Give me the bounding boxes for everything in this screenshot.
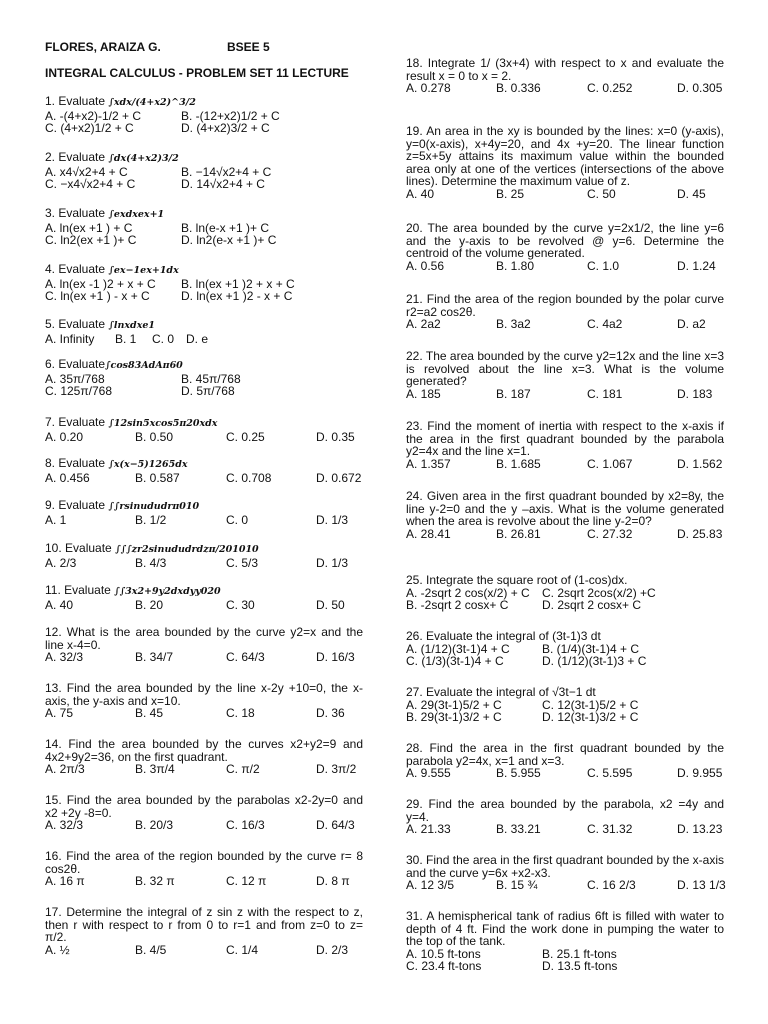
answer-option: A. 0.278 bbox=[406, 81, 451, 95]
answer-option: B. ln(ex +1 )2 + x + C bbox=[181, 276, 295, 291]
answer-option: D. 36 bbox=[316, 706, 345, 720]
answer-option: B. 20/3 bbox=[135, 818, 174, 832]
answer-options bbox=[406, 960, 724, 973]
answer-option: B. 0.50 bbox=[135, 429, 174, 444]
answer-option: B. 45 bbox=[135, 706, 164, 720]
student-name: FLORES, ARAIZA G. bbox=[45, 40, 161, 54]
question-stem bbox=[45, 794, 363, 819]
answer-option: C. 0.25 bbox=[226, 429, 265, 444]
answer-option: D. 1/3 bbox=[316, 512, 349, 527]
answer-options bbox=[406, 318, 724, 331]
answer-options bbox=[45, 431, 363, 444]
question-text: 19. An area in the xy is bounded by the lines: x=0 (y-axis), y=0(x-axis), x+4y=20, and 4x +y=20. The linear function z=5x+5y attains its maximum value within the bounded area only at one of the vertices (intersections of the above lines). Determine the maximum value of z. bbox=[406, 124, 724, 188]
question-stem bbox=[406, 57, 724, 82]
question bbox=[406, 854, 724, 892]
question bbox=[45, 207, 363, 247]
answer-option: C. 2sqrt 2cos(x/2) +C bbox=[542, 585, 656, 600]
answer-options bbox=[406, 388, 724, 401]
answer-option: A. 2a2 bbox=[406, 317, 441, 331]
question-text: 31. A hemispherical tank of radius 6ft is filled with water to depth of 4 ft. Find the work done in pumping the water to the top of the tank. bbox=[406, 909, 724, 948]
answer-option: C. 23.4 ft-tons bbox=[406, 959, 482, 973]
question bbox=[45, 626, 363, 664]
answer-option: A. -2sqrt 2 cos(x/2) + C bbox=[406, 585, 530, 600]
answer-option: C. ln2(ex +1 )+ C bbox=[45, 233, 137, 247]
question-text: 26. Evaluate the integral of (3t-1)3 dt bbox=[406, 629, 601, 643]
answer-options bbox=[406, 655, 724, 668]
answer-option: D. 0.35 bbox=[316, 429, 355, 444]
answer-option: D. 2/3 bbox=[316, 942, 349, 957]
question-stem bbox=[45, 682, 363, 707]
answer-option: B. 3a2 bbox=[496, 317, 531, 331]
answer-option: D. 14√x2+4 + C bbox=[181, 177, 265, 191]
answer-options bbox=[45, 472, 363, 485]
integral-expression: ∫12sin5xcos5π20xdx bbox=[108, 418, 218, 429]
question-text: 16. Find the area of the region bounded by the curve r= 8 cos2θ. bbox=[45, 849, 363, 876]
answer-option: C. 27.32 bbox=[587, 526, 633, 541]
answer-options bbox=[406, 599, 724, 612]
question bbox=[406, 222, 724, 272]
question bbox=[45, 95, 363, 135]
answer-option: A. 40 bbox=[45, 597, 74, 612]
question-text: 10. Evaluate bbox=[45, 541, 116, 555]
question-stem bbox=[45, 95, 363, 110]
answer-option: B. 45π/768 bbox=[181, 371, 241, 386]
integral-expression: ∫dx(4+x2)3/2 bbox=[108, 153, 179, 164]
question bbox=[45, 906, 363, 956]
answer-option: C. 125π/768 bbox=[45, 384, 112, 398]
question-stem bbox=[406, 686, 724, 699]
answer-option: A. 0.56 bbox=[406, 258, 445, 273]
question-stem bbox=[45, 850, 363, 875]
answer-options bbox=[406, 711, 724, 724]
answer-option: A. 1 bbox=[45, 512, 67, 527]
document-header bbox=[45, 40, 270, 54]
answer-option: B. 25 bbox=[496, 186, 525, 201]
answer-option: A. 40 bbox=[406, 186, 435, 201]
question-stem bbox=[406, 742, 724, 767]
question-text: 4. Evaluate bbox=[45, 262, 109, 276]
answer-option: C. 12 π bbox=[226, 874, 267, 888]
answer-option: B. ln(e-x +1 )+ C bbox=[181, 220, 270, 235]
answer-option: B. 1 bbox=[115, 331, 137, 346]
question bbox=[45, 263, 363, 303]
question-text: 30. Find the area in the first quadrant bounded by the x-axis and the curve y=6x +x2-x3. bbox=[406, 853, 724, 880]
question-stem bbox=[45, 542, 363, 557]
question-text: 18. Integrate 1/ (3x+4) with respect to x and evaluate the result x = 0 to x = 2. bbox=[406, 56, 724, 83]
question bbox=[406, 490, 724, 540]
answer-option: C. 1.067 bbox=[587, 456, 633, 471]
answer-option: C. 0.708 bbox=[226, 470, 272, 485]
answer-option: C. 50 bbox=[587, 186, 616, 201]
answer-option: B. 1.685 bbox=[496, 456, 541, 471]
question-stem bbox=[45, 151, 363, 166]
question-text: 7. Evaluate bbox=[45, 415, 109, 429]
answer-option: A. 12 3/5 bbox=[406, 878, 455, 892]
question bbox=[406, 293, 724, 331]
answer-option: C. 30 bbox=[226, 597, 255, 612]
question-text: 29. Find the area bounded by the parabola, x2 =4y and y=4. bbox=[406, 797, 724, 824]
answer-option: D. 8 π bbox=[316, 874, 350, 888]
answer-option: B. 5.955 bbox=[496, 766, 541, 780]
integral-expression: ∫xdx/(4+x2)^3/2 bbox=[108, 97, 196, 108]
answer-options bbox=[406, 528, 724, 541]
question-text: 13. Find the area bounded by the line x-2y +10=0, the x-axis, the y-axis and x=10. bbox=[45, 681, 363, 708]
answer-option: A. 0.20 bbox=[45, 429, 84, 444]
answer-option: B. -(12+x2)1/2 + C bbox=[181, 108, 280, 123]
question-stem bbox=[406, 350, 724, 388]
answer-options bbox=[406, 458, 724, 471]
answer-option: B. (1/4)(3t-1)4 + C bbox=[542, 641, 640, 656]
answer-option: A. ln(ex -1 )2 + x + C bbox=[45, 276, 156, 291]
question-text: 11. Evaluate bbox=[45, 583, 115, 597]
integral-expression: ∫lnxdxe1 bbox=[108, 320, 156, 331]
integral-expression: ∫x(x−5)1265dx bbox=[108, 459, 188, 470]
question bbox=[45, 850, 363, 888]
question bbox=[45, 584, 363, 611]
answer-option: A. 9.555 bbox=[406, 766, 451, 780]
question bbox=[406, 350, 724, 400]
answer-option: A. ½ bbox=[45, 942, 70, 957]
question-text: 28. Find the area in the first quadrant bounded by the parabola y2=4x, x=1 and x=3. bbox=[406, 741, 724, 768]
question-text: 6. Evaluate bbox=[45, 357, 106, 371]
answer-option: A. -(4+x2)-1/2 + C bbox=[45, 108, 142, 123]
question bbox=[406, 686, 724, 724]
answer-options bbox=[406, 767, 724, 780]
answer-options bbox=[45, 178, 363, 191]
answer-options bbox=[45, 875, 363, 888]
answer-option: C. π/2 bbox=[226, 762, 260, 776]
answer-option: D. 13 1/3 bbox=[677, 878, 726, 892]
answer-option: D. 25.83 bbox=[677, 526, 723, 541]
answer-option: D. 183 bbox=[677, 386, 713, 401]
answer-options bbox=[45, 514, 363, 527]
integral-expression: ∫cos83AdAπ60 bbox=[105, 360, 183, 371]
question-text: 15. Find the area bounded by the parabolas x2-2y=0 and x2 +2y -8=0. bbox=[45, 793, 363, 820]
answer-option: D. 45 bbox=[677, 186, 706, 201]
answer-option: A. 32/3 bbox=[45, 818, 84, 832]
answer-option: A. 10.5 ft-tons bbox=[406, 946, 481, 961]
answer-option: A. 185 bbox=[406, 386, 441, 401]
answer-option: B. 25.1 ft-tons bbox=[542, 946, 617, 961]
answer-option: D. 0.305 bbox=[677, 81, 723, 95]
question-text: 8. Evaluate bbox=[45, 456, 109, 470]
question bbox=[406, 910, 724, 973]
answer-option: B. -2sqrt 2 cosx+ C bbox=[406, 598, 509, 612]
answer-option: D. 1/3 bbox=[316, 555, 349, 570]
question-stem bbox=[45, 263, 363, 278]
question bbox=[45, 794, 363, 832]
answer-options bbox=[45, 819, 363, 832]
question bbox=[45, 457, 363, 484]
integral-expression: ∫∫∫zr2sinududrdzπ/201010 bbox=[115, 544, 259, 555]
answer-option: D. 13.5 ft-tons bbox=[542, 959, 618, 973]
question-stem bbox=[45, 906, 363, 944]
answer-option: C. 16/3 bbox=[226, 818, 265, 832]
question-stem bbox=[406, 910, 724, 948]
answer-option: C. (1/3)(3t-1)4 + C bbox=[406, 654, 504, 668]
question bbox=[45, 738, 363, 776]
question-stem bbox=[406, 293, 724, 318]
question-text: 27. Evaluate the integral of √3t−1 dt bbox=[406, 685, 596, 699]
answer-option: A. 0.456 bbox=[45, 470, 90, 485]
answer-options bbox=[406, 823, 724, 836]
question-stem bbox=[406, 630, 724, 643]
question-stem bbox=[45, 358, 363, 373]
answer-option: C. 181 bbox=[587, 386, 623, 401]
question-text: 9. Evaluate bbox=[45, 498, 109, 512]
answer-option: C. 0 bbox=[226, 512, 249, 527]
question-text: 1. Evaluate bbox=[45, 94, 109, 108]
answer-option: D. 5π/768 bbox=[181, 384, 235, 398]
integral-expression: ∫ex−1ex+1dx bbox=[108, 265, 179, 276]
question-text: 23. Find the moment of inertia with respect to the x-axis if the area in the first quadrant bounded by the parabola y2=4x and the line x=1. bbox=[406, 419, 724, 458]
question-stem bbox=[406, 574, 724, 587]
answer-options bbox=[45, 599, 363, 612]
question-stem bbox=[45, 738, 363, 763]
question-stem bbox=[45, 318, 363, 333]
question-stem bbox=[406, 125, 724, 188]
answer-option: D. 2sqrt 2 cosx+ C bbox=[542, 598, 642, 612]
answer-option: B. 1.80 bbox=[496, 258, 535, 273]
answer-options bbox=[45, 122, 363, 135]
question-stem bbox=[406, 798, 724, 823]
question-stem bbox=[45, 207, 363, 222]
answer-options bbox=[45, 290, 363, 303]
answer-option: A. 35π/768 bbox=[45, 371, 105, 386]
question-text: 5. Evaluate bbox=[45, 317, 109, 331]
question-stem bbox=[45, 584, 363, 599]
answer-option: B. 29(3t-1)3/2 + C bbox=[406, 710, 502, 724]
question-text: 12. What is the area bounded by the curve y2=x and the line x-4=0. bbox=[45, 625, 363, 652]
question bbox=[45, 416, 363, 443]
question bbox=[406, 798, 724, 836]
answer-option: C. 64/3 bbox=[226, 650, 265, 664]
answer-option: C. 0.252 bbox=[587, 81, 633, 95]
answer-option: B. 4/5 bbox=[135, 942, 167, 957]
answer-option: B. 0.336 bbox=[496, 81, 541, 95]
question-text: 24. Given area in the first quadrant bounded by x2=8y, the line y-2=0 and the y –axis. What is the volume generated when the area is revolve about the line y-2=0? bbox=[406, 489, 724, 528]
integral-expression: ∫exdxex+1 bbox=[108, 209, 165, 220]
answer-options bbox=[406, 188, 724, 201]
answer-option: D. 12(3t-1)3/2 + C bbox=[542, 710, 639, 724]
answer-option: D. 64/3 bbox=[316, 818, 355, 832]
answer-option: C. 16 2/3 bbox=[587, 878, 636, 892]
answer-option: A. 21.33 bbox=[406, 822, 451, 836]
question-text: 25. Integrate the square root of (1-cos)dx. bbox=[406, 573, 628, 587]
answer-option: B. 1/2 bbox=[135, 512, 167, 527]
integral-expression: ∫∫rsinududrπ010 bbox=[108, 501, 200, 512]
answer-option: D. a2 bbox=[677, 317, 706, 331]
course-label: BSEE 5 bbox=[227, 40, 270, 54]
answer-option: D. 1.24 bbox=[677, 258, 716, 273]
answer-option: B. −14√x2+4 + C bbox=[181, 164, 272, 179]
answer-options bbox=[45, 234, 363, 247]
answer-option: A. 16 π bbox=[45, 874, 85, 888]
answer-options bbox=[406, 879, 724, 892]
answer-option: B. 20 bbox=[135, 597, 164, 612]
answer-option: A. 2π/3 bbox=[45, 762, 85, 776]
question bbox=[406, 630, 724, 668]
answer-option: D. 3π/2 bbox=[316, 762, 357, 776]
question bbox=[45, 358, 363, 398]
answer-option: D. (1/12)(3t-1)3 + C bbox=[542, 654, 647, 668]
answer-option: C. 12(3t-1)5/2 + C bbox=[542, 697, 639, 712]
question-stem bbox=[406, 854, 724, 879]
question-text: 17. Determine the integral of z sin z with the respect to z, then r with respect to r from 0 to r=1 and from z=0 to z= π/2. bbox=[45, 905, 363, 944]
answer-option: D. (4+x2)3/2 + C bbox=[181, 121, 270, 135]
answer-options bbox=[45, 944, 363, 957]
answer-options bbox=[45, 707, 363, 720]
question-stem bbox=[406, 420, 724, 458]
answer-option: A. ln(ex +1 ) + C bbox=[45, 220, 133, 235]
answer-option: C. 4a2 bbox=[587, 317, 623, 331]
answer-option: C. 5.595 bbox=[587, 766, 633, 780]
question bbox=[406, 125, 724, 200]
question bbox=[406, 742, 724, 780]
answer-option: B. 34/7 bbox=[135, 650, 174, 664]
question bbox=[406, 574, 724, 612]
question-text: 3. Evaluate bbox=[45, 206, 109, 220]
answer-option: B. 32 π bbox=[135, 874, 175, 888]
question-text: 22. The area bounded by the curve y2=12x and the line x=3 is revolved about the line x=3. What is the volume generated? bbox=[406, 349, 724, 388]
answer-option: D. 13.23 bbox=[677, 822, 723, 836]
answer-option: A. x4√x2+4 + C bbox=[45, 164, 128, 179]
question-stem bbox=[45, 457, 363, 472]
question-text: 20. The area bounded by the curve y=2x1/2, the line y=6 and the y-axis to be revolved @ y=6. Determine the centroid of the volume generated. bbox=[406, 221, 724, 260]
answer-option: D. ln2(e-x +1 )+ C bbox=[181, 233, 277, 247]
question bbox=[45, 318, 363, 345]
integral-expression: ∫∫3x2+9y2dxdyy020 bbox=[114, 586, 221, 597]
answer-options bbox=[45, 651, 363, 664]
question-text: 2. Evaluate bbox=[45, 150, 109, 164]
answer-option: C. 18 bbox=[226, 706, 255, 720]
answer-option: D. 0.672 bbox=[316, 470, 362, 485]
question bbox=[406, 57, 724, 95]
answer-option: A. 28.41 bbox=[406, 526, 451, 541]
answer-option: B. 3π/4 bbox=[135, 762, 175, 776]
answer-option: B. 4/3 bbox=[135, 555, 167, 570]
question bbox=[45, 151, 363, 191]
answer-option: B. 33.21 bbox=[496, 822, 541, 836]
answer-option: A. 29(3t-1)5/2 + C bbox=[406, 697, 502, 712]
answer-option: D. e bbox=[186, 331, 209, 346]
question-stem bbox=[406, 490, 724, 528]
question bbox=[406, 420, 724, 470]
question bbox=[45, 682, 363, 720]
answer-options bbox=[45, 763, 363, 776]
question-stem bbox=[406, 222, 724, 260]
question-text: 21. Find the area of the region bounded by the polar curve r2=a2 cos2θ. bbox=[406, 292, 724, 319]
answer-option: C. 0 bbox=[152, 331, 175, 346]
answer-options bbox=[45, 385, 363, 398]
answer-option: D. ln(ex +1 )2 - x + C bbox=[181, 289, 293, 303]
answer-options bbox=[406, 82, 724, 95]
answer-option: A. 2/3 bbox=[45, 555, 77, 570]
answer-option: A. (1/12)(3t-1)4 + C bbox=[406, 641, 510, 656]
question-text: 14. Find the area bounded by the curves x2+y2=9 and 4x2+9y2=36, on the first quadrant. bbox=[45, 737, 363, 764]
answer-option: C. 1/4 bbox=[226, 942, 259, 957]
question-stem bbox=[45, 499, 363, 514]
answer-options bbox=[45, 333, 363, 346]
answer-option: A. 1.357 bbox=[406, 456, 451, 471]
answer-option: A. 32/3 bbox=[45, 650, 84, 664]
answer-option: D. 50 bbox=[316, 597, 345, 612]
answer-option: B. 187 bbox=[496, 386, 531, 401]
answer-option: C. 5/3 bbox=[226, 555, 259, 570]
question bbox=[45, 499, 363, 526]
answer-option: A. Infinity bbox=[45, 331, 95, 346]
answer-options bbox=[406, 260, 724, 273]
answer-option: D. 16/3 bbox=[316, 650, 355, 664]
answer-options bbox=[45, 557, 363, 570]
answer-option: C. (4+x2)1/2 + C bbox=[45, 121, 134, 135]
answer-option: B. 26.81 bbox=[496, 526, 541, 541]
answer-option: B. 0.587 bbox=[135, 470, 180, 485]
answer-option: D. 9.955 bbox=[677, 766, 723, 780]
question bbox=[45, 542, 363, 569]
answer-option: C. 31.32 bbox=[587, 822, 633, 836]
answer-option: C. −x4√x2+4 + C bbox=[45, 177, 136, 191]
answer-option: B. 15 ¾ bbox=[496, 878, 538, 892]
answer-option: A. 75 bbox=[45, 706, 74, 720]
answer-option: C. ln(ex +1 ) - x + C bbox=[45, 289, 150, 303]
question-stem bbox=[45, 626, 363, 651]
question-stem bbox=[45, 416, 363, 431]
answer-option: D. 1.562 bbox=[677, 456, 723, 471]
page-title: INTEGRAL CALCULUS - PROBLEM SET 11 LECTURE bbox=[45, 66, 349, 80]
answer-option: C. 1.0 bbox=[587, 258, 620, 273]
